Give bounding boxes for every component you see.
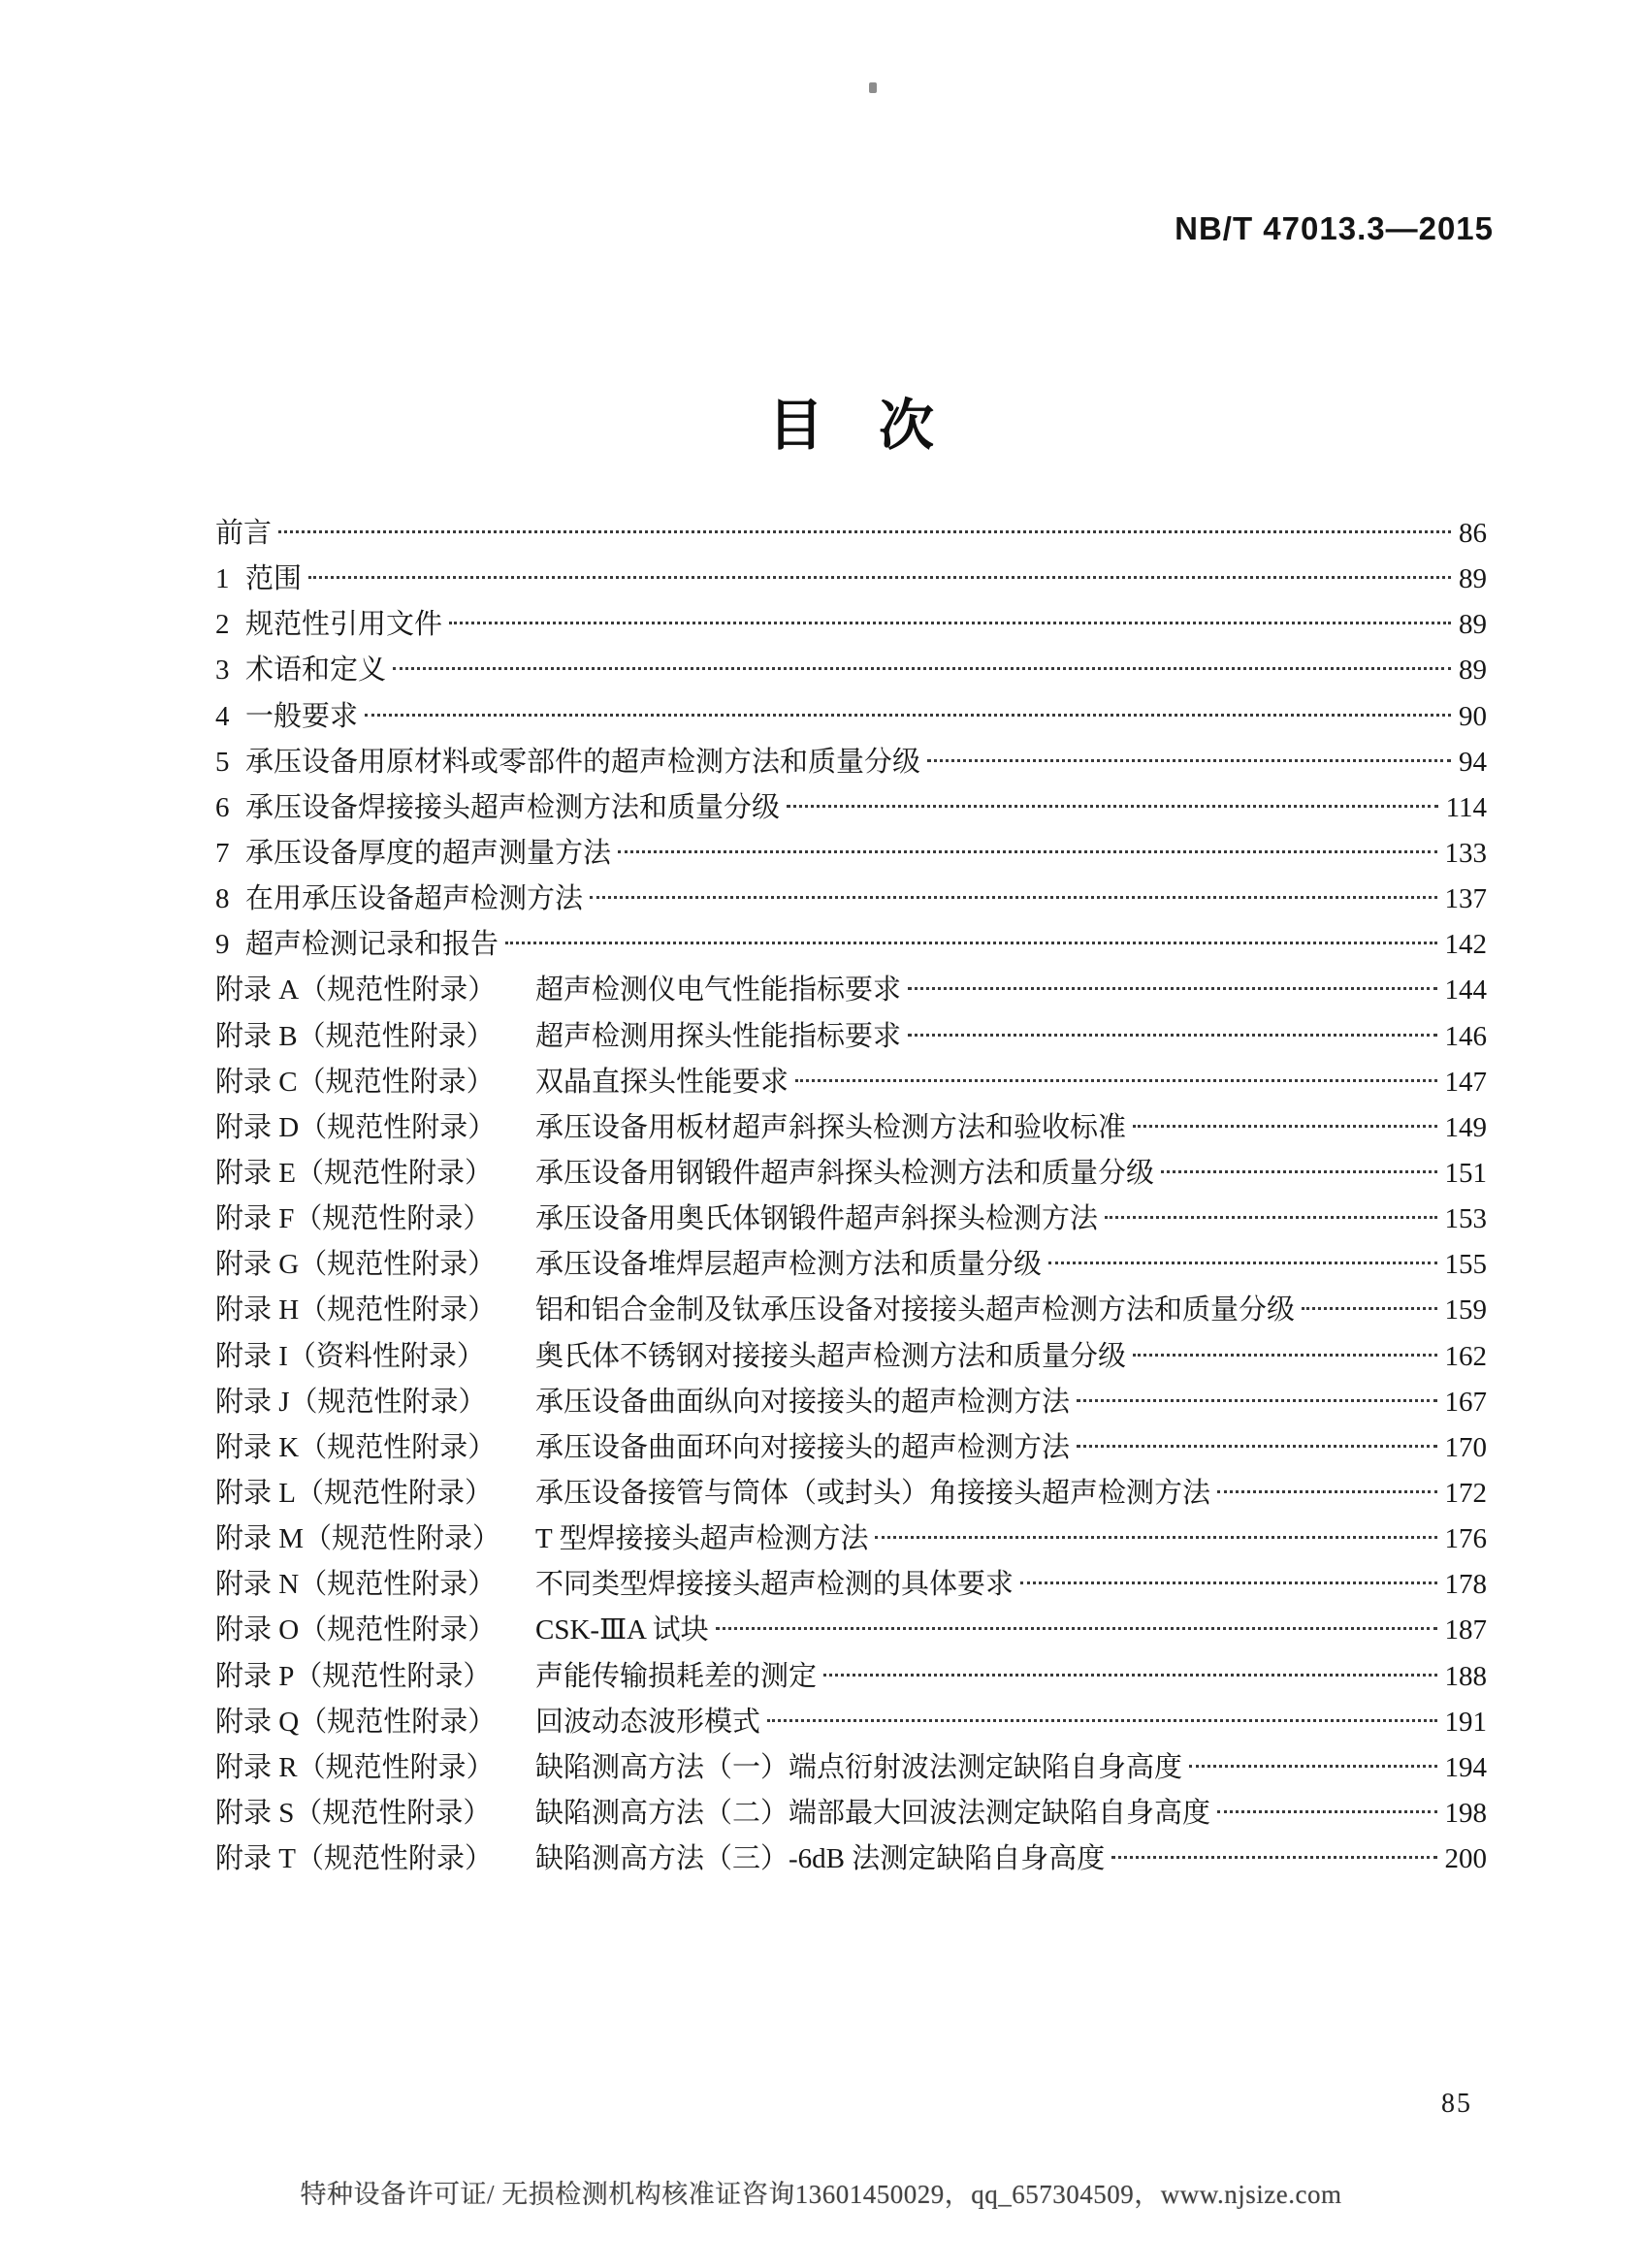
toc-entry [215, 1242, 1487, 1288]
toc-entry-appendix-label: 附录 S（规范性附录） [215, 1797, 492, 1829]
toc-entry [215, 1288, 1487, 1333]
dot-leader [823, 1674, 1436, 1677]
dot-leader [308, 576, 1451, 579]
toc-entry-page: 94 [1459, 746, 1487, 778]
toc-entry-appendix-label: 附录 D（规范性附录） [215, 1111, 497, 1143]
dot-leader [908, 1034, 1436, 1037]
toc-entry-page: 147 [1444, 1066, 1487, 1098]
toc-entry-title: 范围 [245, 563, 303, 595]
dot-leader [449, 622, 1451, 624]
dot-leader [1133, 1354, 1436, 1357]
footer-page-number: 85 [1441, 2089, 1472, 2119]
toc-entry-page: 89 [1459, 609, 1487, 641]
dot-leader [1133, 1125, 1436, 1128]
toc-entry-page: 151 [1444, 1157, 1487, 1189]
toc-entry [215, 511, 1487, 557]
toc-entry-number: 7 [215, 837, 230, 869]
toc-entry [215, 1105, 1487, 1151]
toc-entry-number: 8 [215, 883, 230, 915]
dot-leader [1302, 1307, 1436, 1310]
toc-entry-page: 90 [1459, 700, 1487, 732]
toc-entry-number: 2 [215, 609, 230, 641]
toc-entry-title: 在用承压设备超声检测方法 [245, 883, 584, 915]
toc-entry-page: 200 [1444, 1843, 1487, 1875]
toc-entry-page: 188 [1444, 1660, 1487, 1692]
toc-entry-page: 86 [1459, 518, 1487, 549]
toc-entry [215, 877, 1487, 922]
toc-entry [215, 1608, 1487, 1653]
dot-leader [1048, 1262, 1436, 1264]
toc-entry-title: T 型焊接接头超声检测方法 [535, 1523, 869, 1555]
dot-leader [1020, 1581, 1436, 1584]
dot-leader [1217, 1810, 1436, 1813]
toc-entry-appendix-label: 附录 R（规范性附录） [215, 1751, 495, 1783]
toc-entry [215, 602, 1487, 648]
toc-entry-number: 4 [215, 700, 230, 732]
page-title: 目 次 [768, 395, 934, 457]
toc-entry-title: 前言 [215, 518, 273, 549]
toc-entry-number: 5 [215, 746, 230, 778]
toc-entry-title: 承压设备堆焊层超声检测方法和质量分级 [535, 1249, 1043, 1281]
dot-leader [716, 1627, 1437, 1630]
toc-entry-title: 双晶直探头性能要求 [535, 1066, 789, 1098]
toc-entry-number: 6 [215, 791, 230, 823]
toc-entry-page: 153 [1444, 1203, 1487, 1235]
toc-entry-page: 133 [1444, 837, 1487, 869]
toc-entry-page: 176 [1444, 1523, 1487, 1555]
toc-list [215, 511, 1487, 1882]
toc-entry-page: 146 [1444, 1020, 1487, 1052]
toc-entry-title: 承压设备曲面纵向对接接头的超声检测方法 [535, 1386, 1071, 1418]
toc-entry-page: 167 [1444, 1386, 1487, 1418]
dot-leader [393, 667, 1451, 670]
dot-leader [1105, 1216, 1436, 1219]
toc-entry-page: 178 [1444, 1569, 1487, 1601]
dot-leader [927, 759, 1451, 762]
dot-leader [908, 987, 1436, 990]
toc-entry [215, 1425, 1487, 1471]
toc-entry-appendix-label: 附录 E（规范性附录） [215, 1157, 493, 1189]
toc-entry-appendix-label: 附录 C（规范性附录） [215, 1066, 495, 1098]
dot-leader [618, 850, 1436, 853]
toc-entry-title: 铝和铝合金制及钛承压设备对接接头超声检测方法和质量分级 [535, 1294, 1296, 1326]
toc-entry-title: 规范性引用文件 [245, 609, 443, 641]
toc-entry-page: 155 [1444, 1249, 1487, 1281]
toc-entry-appendix-label: 附录 Q（规范性附录） [215, 1706, 497, 1738]
scan-artifact-dot [869, 82, 877, 93]
toc-entry-title: 承压设备用奥氏体钢锻件超声斜探头检测方法 [535, 1203, 1099, 1235]
toc-entry-page: 89 [1459, 563, 1487, 595]
dot-leader [1111, 1856, 1436, 1859]
toc-entry-title: 缺陷测高方法（二）端部最大回波法测定缺陷自身高度 [535, 1797, 1211, 1829]
toc-entry-appendix-label: 附录 T（规范性附录） [215, 1843, 493, 1875]
dot-leader [1189, 1765, 1436, 1768]
toc-entry [215, 1334, 1487, 1380]
toc-entry-number: 3 [215, 655, 230, 687]
toc-entry-page: 89 [1459, 655, 1487, 687]
toc-entry [215, 694, 1487, 740]
toc-entry-title: 承压设备用板材超声斜探头检测方法和验收标准 [535, 1111, 1127, 1143]
toc-entry [215, 1745, 1487, 1791]
toc-entry-page: 198 [1444, 1797, 1487, 1829]
toc-entry-number: 9 [215, 929, 230, 961]
toc-entry-appendix-label: 附录 L（规范性附录） [215, 1477, 493, 1509]
toc-entry-title: 回波动态波形模式 [535, 1706, 761, 1738]
toc-entry-title: 承压设备用原材料或零部件的超声检测方法和质量分级 [245, 746, 921, 778]
dot-leader [787, 805, 1438, 808]
toc-entry [215, 785, 1487, 831]
toc-entry-appendix-label: 附录 I（资料性附录） [215, 1340, 485, 1372]
dot-leader [365, 714, 1451, 717]
toc-entry-page: 170 [1444, 1431, 1487, 1463]
dot-leader [278, 530, 1451, 533]
toc-entry-appendix-label: 附录 K（规范性附录） [215, 1431, 497, 1463]
toc-entry-title: 奥氏体不锈钢对接接头超声检测方法和质量分级 [535, 1340, 1127, 1372]
toc-entry-page: 149 [1444, 1111, 1487, 1143]
toc-entry-page: 142 [1444, 929, 1487, 961]
toc-entry-page: 191 [1444, 1706, 1487, 1738]
toc-entry-title: 承压设备厚度的超声测量方法 [245, 837, 612, 869]
toc-entry-appendix-label: 附录 F（规范性附录） [215, 1203, 492, 1235]
toc-entry [215, 557, 1487, 602]
dot-leader [1161, 1170, 1436, 1173]
toc-entry-title: 承压设备焊接接头超声检测方法和质量分级 [245, 791, 781, 823]
toc-entry [215, 740, 1487, 785]
toc-entry-appendix-label: 附录 P（规范性附录） [215, 1660, 492, 1692]
toc-entry-title: 不同类型焊接接头超声检测的具体要求 [535, 1569, 1014, 1601]
toc-entry-title: 承压设备用钢锻件超声斜探头检测方法和质量分级 [535, 1157, 1155, 1189]
toc-entry-title: 超声检测记录和报告 [245, 929, 499, 961]
toc-entry [215, 922, 1487, 968]
dot-leader [505, 942, 1436, 944]
dot-leader [767, 1719, 1436, 1722]
toc-entry [215, 968, 1487, 1013]
dot-leader [875, 1536, 1436, 1539]
toc-entry-appendix-label: 附录 J（规范性附录） [215, 1386, 487, 1418]
toc-entry-title: 超声检测用探头性能指标要求 [535, 1020, 902, 1052]
toc-entry-page: 187 [1444, 1614, 1487, 1646]
dot-leader [1217, 1490, 1436, 1493]
toc-entry [215, 1837, 1487, 1882]
toc-entry-page: 194 [1444, 1751, 1487, 1783]
toc-entry [215, 1060, 1487, 1105]
toc-entry-page: 137 [1444, 883, 1487, 915]
toc-entry-appendix-label: 附录 H（规范性附录） [215, 1294, 497, 1326]
standard-code-header: NB/T 47013.3—2015 [1175, 210, 1494, 246]
toc-entry-title: 承压设备接管与筒体（或封头）角接接头超声检测方法 [535, 1477, 1211, 1509]
toc-entry-page: 159 [1444, 1294, 1487, 1326]
toc-entry-title: CSK-ⅢA 试块 [535, 1614, 709, 1646]
toc-entry [215, 1654, 1487, 1700]
toc-entry-title: 缺陷测高方法（一）端点衍射波法测定缺陷自身高度 [535, 1751, 1183, 1783]
toc-entry-appendix-label: 附录 A（规范性附录） [215, 974, 497, 1006]
toc-entry-appendix-label: 附录 N（规范性附录） [215, 1569, 497, 1601]
toc-entry [215, 1197, 1487, 1242]
toc-entry [215, 1700, 1487, 1745]
toc-entry [215, 1151, 1487, 1197]
dot-leader [1077, 1445, 1436, 1448]
toc-entry-title: 缺陷测高方法（三）-6dB 法测定缺陷自身高度 [535, 1843, 1106, 1875]
toc-entry-appendix-label: 附录 M（规范性附录） [215, 1523, 501, 1555]
toc-entry-title: 超声检测仪电气性能指标要求 [535, 974, 902, 1006]
dot-leader [795, 1079, 1436, 1082]
toc-entry-page: 172 [1444, 1477, 1487, 1509]
toc-entry-title: 承压设备曲面环向对接接头的超声检测方法 [535, 1431, 1071, 1463]
toc-entry [215, 1562, 1487, 1608]
dot-leader [1077, 1399, 1436, 1402]
toc-entry [215, 1791, 1487, 1837]
toc-entry-number: 1 [215, 563, 230, 595]
toc-entry-title: 一般要求 [245, 700, 359, 732]
toc-entry [215, 1014, 1487, 1060]
toc-entry-page: 162 [1444, 1340, 1487, 1372]
toc-entry [215, 831, 1487, 877]
toc-entry-title: 术语和定义 [245, 655, 387, 687]
watermark-text: 特种设备许可证/ 无损检测机构核准证咨询13601450029，qq_657304509，www.njsize.com [300, 2180, 1342, 2209]
toc-entry [215, 1380, 1487, 1425]
toc-entry-title: 声能传输损耗差的测定 [535, 1660, 818, 1692]
toc-entry [215, 1471, 1487, 1517]
toc-entry [215, 1517, 1487, 1562]
toc-entry [215, 648, 1487, 693]
toc-entry-appendix-label: 附录 O（规范性附录） [215, 1614, 497, 1646]
dot-leader [590, 896, 1436, 899]
toc-entry-appendix-label: 附录 B（规范性附录） [215, 1020, 495, 1052]
toc-entry-appendix-label: 附录 G（规范性附录） [215, 1249, 497, 1281]
toc-entry-page: 114 [1445, 791, 1487, 823]
toc-entry-page: 144 [1444, 974, 1487, 1006]
